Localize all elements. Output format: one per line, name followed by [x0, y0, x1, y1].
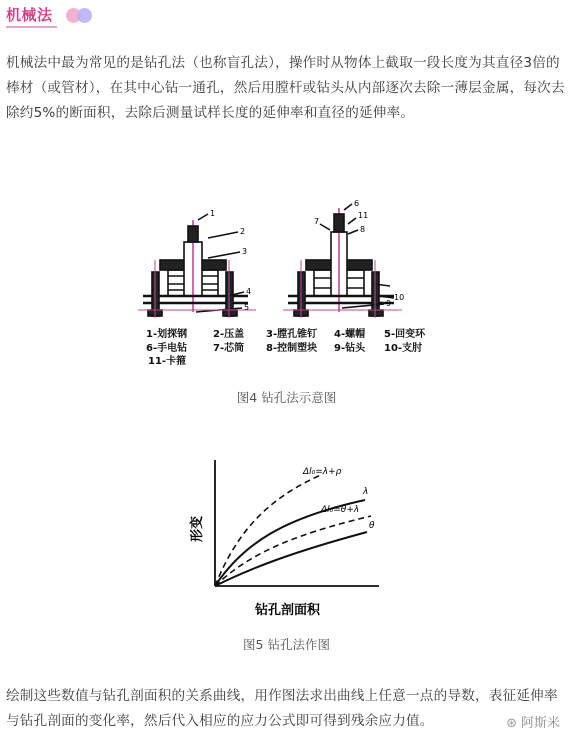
curve-label-lambda: λ — [363, 487, 369, 497]
curve-label-lower: Δl₀=θ+λ — [321, 505, 360, 515]
callout-11: 11 — [358, 211, 369, 220]
legend-item-2: 2-压盖 — [213, 329, 245, 340]
figure-4-caption: 图4 钻孔法示意图 — [236, 390, 337, 405]
callout-10: 10 — [394, 293, 405, 302]
legend-item-3: 3-膛孔锥钉 — [266, 329, 318, 340]
legend-item-9: 9-钻头 — [334, 343, 366, 354]
legend-item-6: 6-手电钻 — [146, 343, 188, 354]
legend-item-10: 10-支肘 — [384, 343, 423, 354]
y-axis-label: 形变 — [190, 515, 205, 542]
callout-2: 2 — [240, 227, 246, 236]
wechat-official-account-icon: ⊛ — [506, 716, 517, 731]
legend-item-7: 7-芯筒 — [213, 343, 245, 354]
legend-item-11: 11-卡箍 — [148, 356, 187, 367]
conclusion-paragraph: 绘制这些数值与钻孔剖面积的关系曲线，用作图法求出曲线上任意一点的导数，表征延伸率与钻孔剖面的变化率，然后代入相应的应力公式即可得到残余应力值。 — [6, 688, 558, 729]
section-title: 机械法 — [6, 6, 53, 24]
figure-5-graph — [190, 456, 383, 622]
legend-item-5: 5-回变环 — [384, 329, 426, 340]
curve-upper-dashed — [215, 474, 323, 586]
callout-3: 3 — [242, 247, 248, 256]
callout-4: 4 — [246, 287, 252, 296]
x-axis-label: 钻孔剖面积 — [255, 603, 321, 618]
legend-item-8: 8-控制塑块 — [266, 343, 318, 354]
figure-5-drawing — [190, 456, 383, 622]
curve-label-upper: Δl₀=λ+ρ — [303, 467, 342, 477]
legend-item-1: 1-划探钢 — [146, 329, 188, 340]
intro-paragraph: 机械法中最为常见的是钻孔法（也称盲孔法），操作时从物体上截取一段长度为其直径3倍的棒材（或管材），在其中心钻一通孔，然后用膛杆或钻头从内部逐次去除一薄层金属，每次去除约5%的断面积，去除后测量试样长度的延伸率和直径的延伸率。 — [6, 55, 565, 121]
watermark-text: 阿斯米 — [520, 716, 560, 731]
callout-8: 8 — [360, 225, 366, 234]
legend-item-4: 4-螺帽 — [334, 329, 366, 340]
callout-7: 7 — [314, 217, 320, 226]
callout-1: 1 — [210, 209, 216, 218]
figure-4-drawing — [138, 199, 438, 367]
decor-bubble-purple — [77, 8, 92, 23]
callout-5: 5 — [244, 303, 250, 312]
watermark — [503, 712, 563, 731]
figure-5-caption: 图5 钻孔法作图 — [243, 637, 330, 652]
callout-6: 6 — [354, 199, 360, 208]
curve-label-theta: θ — [369, 521, 375, 531]
callout-9: 9 — [386, 299, 392, 308]
figure-4-drilling-schematic — [138, 199, 438, 367]
